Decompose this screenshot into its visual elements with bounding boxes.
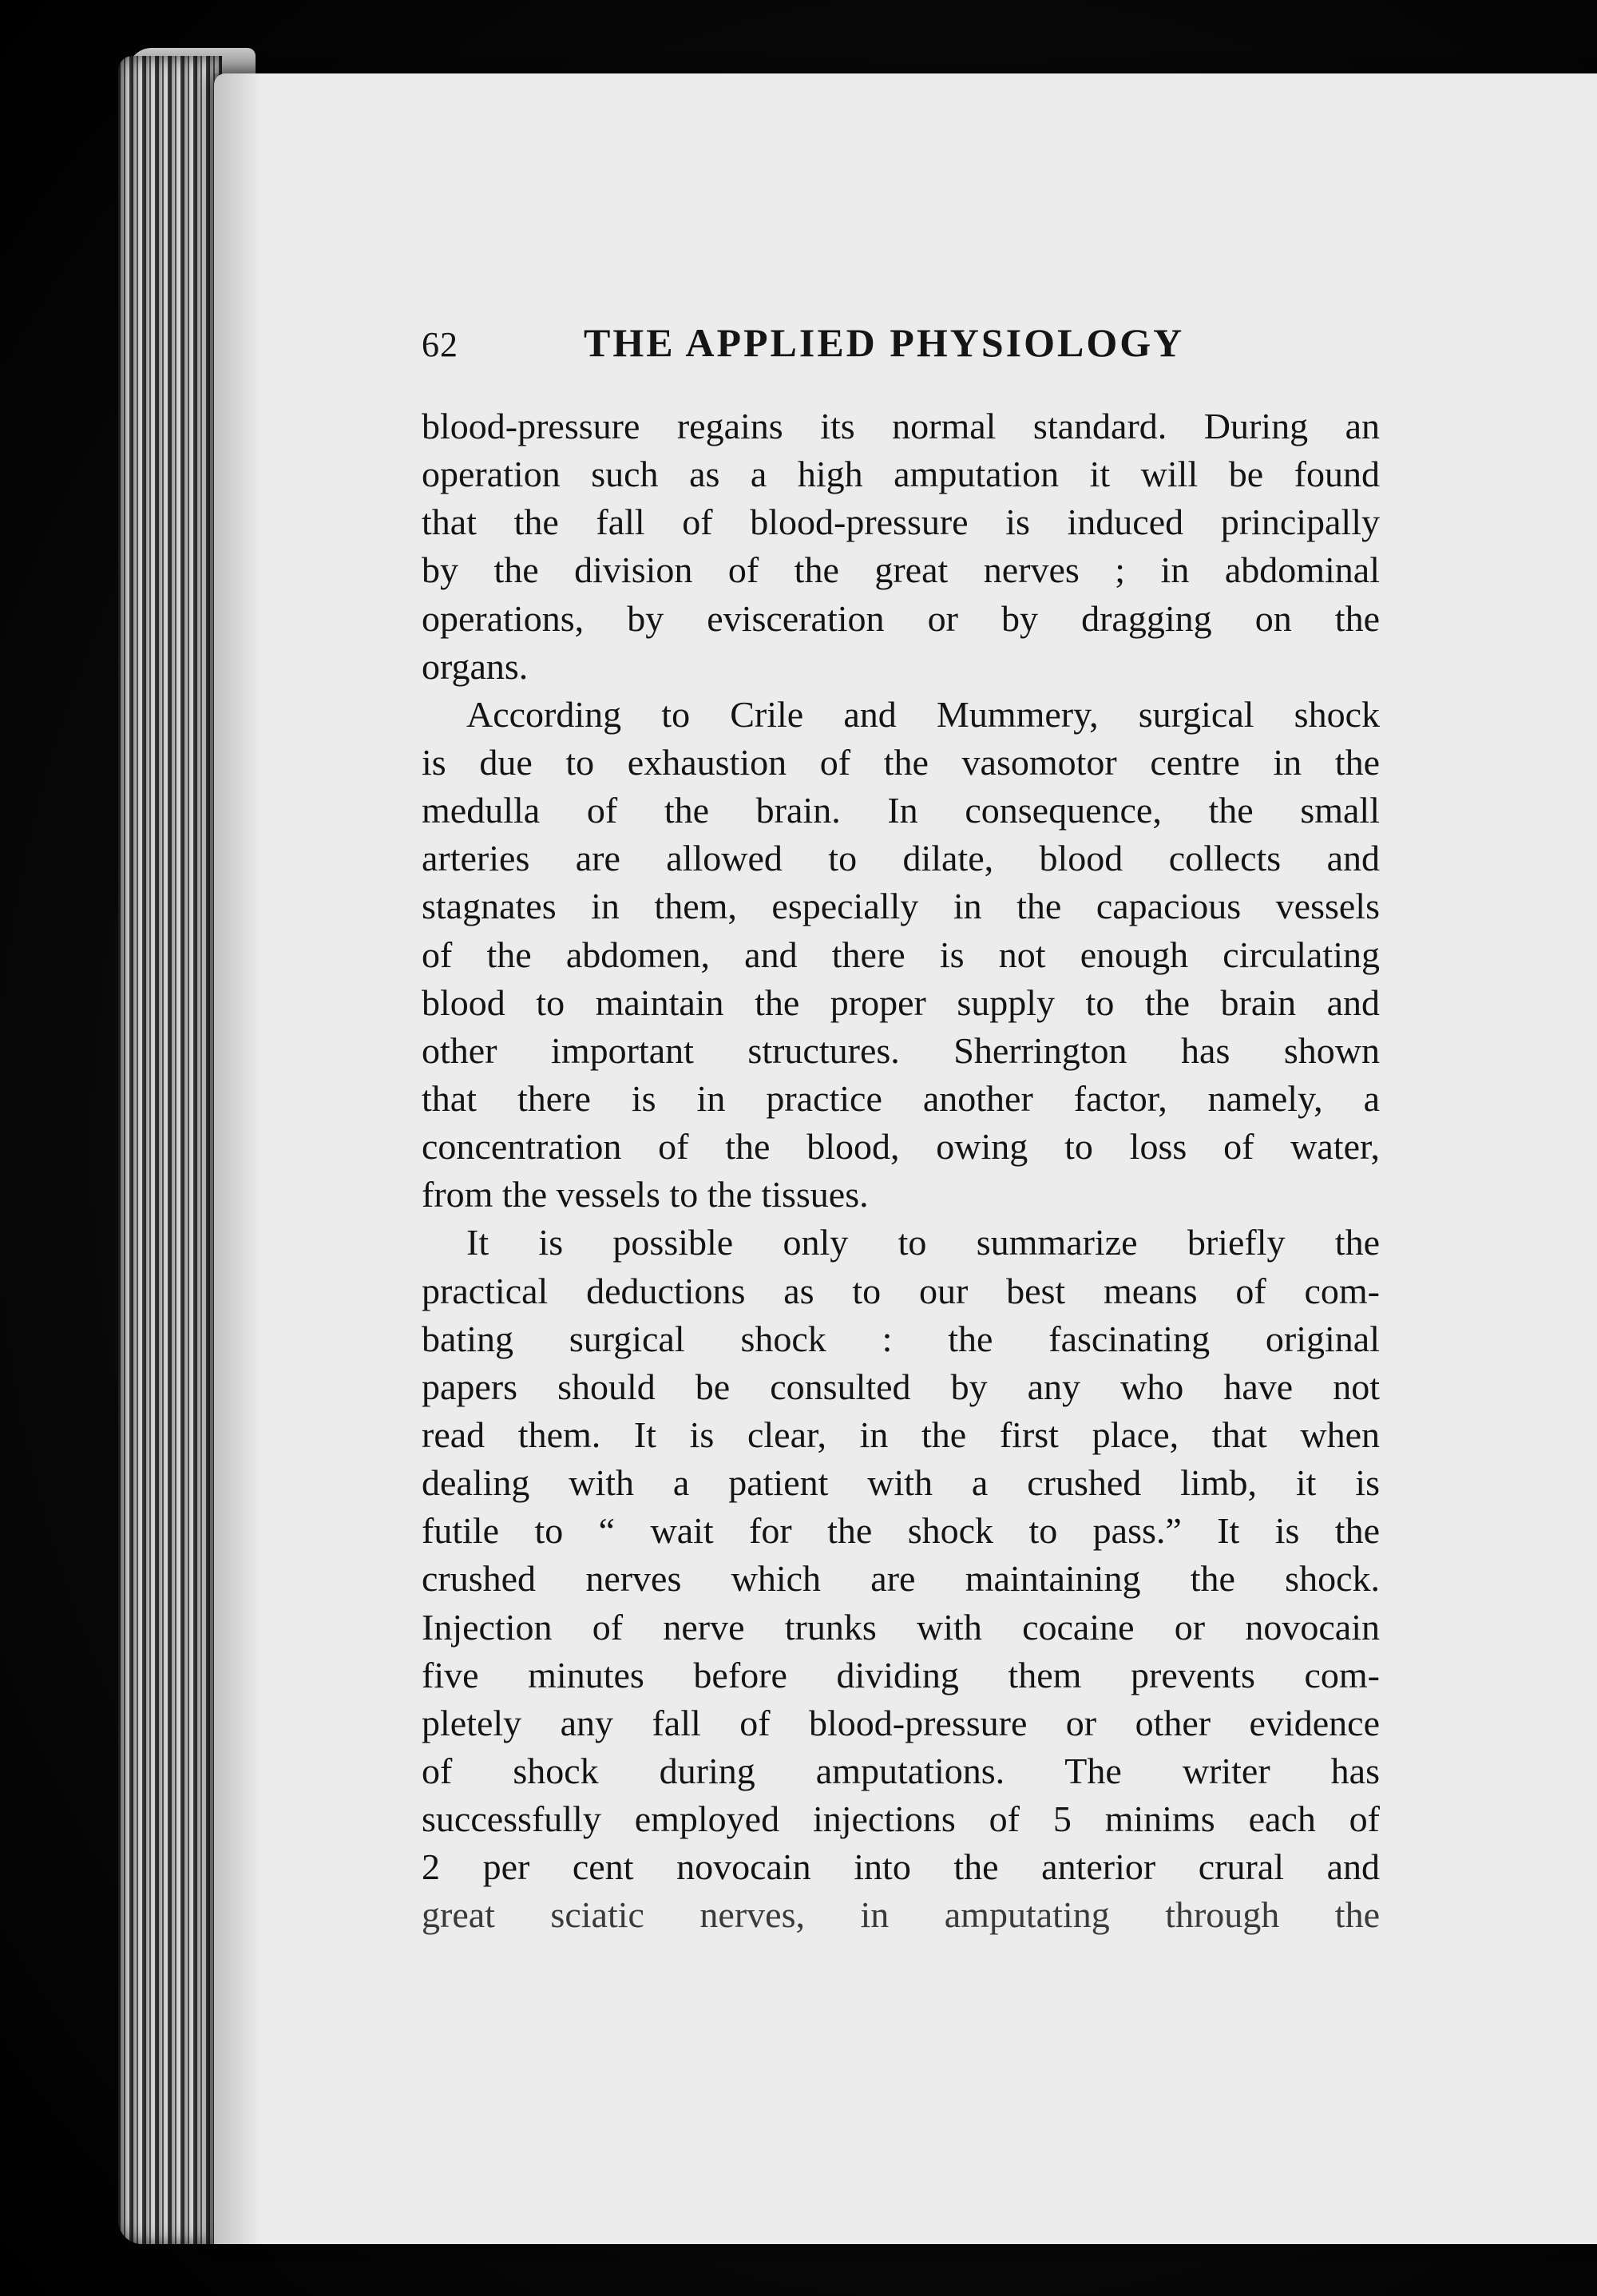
text-line: operations, by evisceration or by dragging on the xyxy=(422,597,1380,639)
text-line: great sciatic nerves, in amputating through the xyxy=(422,1894,1380,1936)
paragraph-start-line: According to Crile and Mummery, surgical shock xyxy=(466,693,1380,735)
text-line: that the fall of blood-pressure is induced principally xyxy=(422,502,1380,543)
text-line: operation such as a high amputation it will be found xyxy=(422,454,1380,495)
text-line: pletely any fall of blood-pressure or other evidence xyxy=(422,1702,1380,1743)
text-line: five minutes before dividing them prevents com- xyxy=(422,1654,1380,1695)
paragraph-start-line: It is possible only to summarize briefly the xyxy=(466,1222,1380,1263)
gutter-shadow xyxy=(214,73,262,2244)
text-line: other important structures. Sherrington has shown xyxy=(422,1029,1380,1071)
text-line: bating surgical shock : the fascinating original xyxy=(422,1318,1380,1359)
text-line: of the abdomen, and there is not enough circulating xyxy=(422,934,1380,975)
text-line: blood to maintain the proper supply to the brain and xyxy=(422,981,1380,1023)
text-line: from the vessels to the tissues. xyxy=(422,1174,869,1215)
text-line: successfully employed injections of 5 minims each of xyxy=(422,1798,1380,1840)
text-line: arteries are allowed to dilate, blood collects and xyxy=(422,838,1380,879)
text-line: Injection of nerve trunks with cocaine or novocain xyxy=(422,1606,1380,1648)
text-line: futile to “ wait for the shock to pass.” It is the xyxy=(422,1510,1380,1552)
text-line: of shock during amputations. The writer has xyxy=(422,1750,1380,1791)
text-line: crushed nerves which are maintaining the shock. xyxy=(422,1558,1380,1600)
text-line: organs. xyxy=(422,645,529,687)
page-number: 62 xyxy=(422,325,458,364)
text-line: read them. It is clear, in the first place, that when xyxy=(422,1414,1380,1455)
text-line: is due to exhaustion of the vasomotor centre in the xyxy=(422,741,1380,783)
text-line: practical deductions as to our best means of com- xyxy=(422,1270,1380,1311)
text-line: by the division of the great nerves ; in abdominal xyxy=(422,549,1380,591)
text-line: 2 per cent novocain into the anterior crural and xyxy=(422,1846,1380,1888)
text-line: dealing with a patient with a crushed limb, it is xyxy=(422,1462,1380,1504)
running-head xyxy=(422,319,1236,367)
running-title: THE APPLIED PHYSIOLOGY xyxy=(584,320,1185,365)
text-line: medulla of the brain. In consequence, the small xyxy=(422,790,1380,831)
book-page-edges xyxy=(118,56,222,2244)
text-line: concentration of the blood, owing to loss of water, xyxy=(422,1126,1380,1168)
text-line: that there is in practice another factor, namely, a xyxy=(422,1077,1380,1119)
text-line: stagnates in them, especially in the capacious vessels xyxy=(422,886,1380,927)
text-line: papers should be consulted by any who have not xyxy=(422,1366,1380,1407)
body-text xyxy=(422,402,1380,1940)
text-line: blood-pressure regains its normal standard. During an xyxy=(422,406,1380,446)
